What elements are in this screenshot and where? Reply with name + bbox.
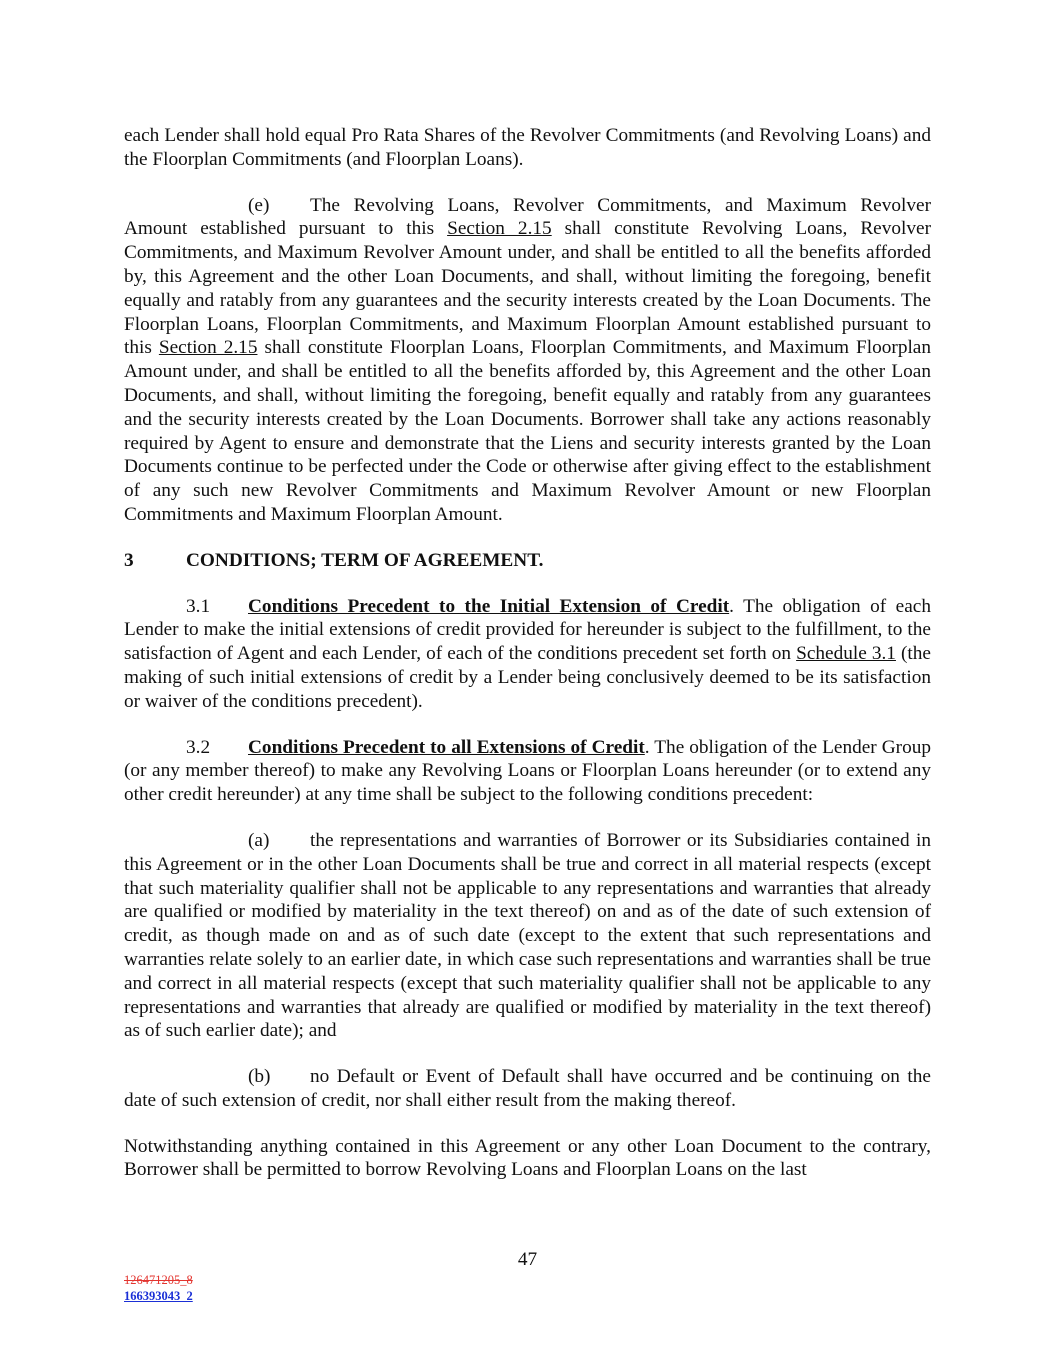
doc-id-inserted: 166393043_2: [124, 1289, 193, 1303]
clause-label-b: (b): [248, 1066, 271, 1088]
paragraph-e-text-1: The Revolving Loans, Revolver Commitments, and Maximum Revolver Amount established pursuant to this: [124, 194, 931, 240]
section-3-1-paragraph: [124, 595, 931, 714]
section-3-heading: [124, 549, 931, 573]
paragraph-notwithstanding: Notwithstanding anything contained in this Agreement or any other Loan Document to the contrary, Borrower shall be permitted to borrow Revolving Loans and Floorplan Loans on the last: [124, 1135, 931, 1181]
paragraph-carryover: each Lender shall hold equal Pro Rata Shares of the Revolver Commitments (and Revolving Loans) and the Floorplan Commitments (and Floorplan Loans).: [124, 125, 931, 170]
clause-label-a: (a): [248, 829, 270, 851]
document-body: [124, 124, 931, 1182]
section-3-1-text-1: . The obligation of each Lender to make the initial extensions of credit provided for hereunder is subject to the fulfillment, to the satisfaction of Agent and each Lender, of each of the conditions precedent set forth on: [124, 595, 931, 665]
section-3-2-title: Conditions Precedent to all Extensions of Credit: [248, 736, 645, 758]
section-3-2-paragraph: [124, 736, 931, 807]
doc-id-deleted: 126471205_8: [124, 1273, 193, 1287]
section-3-1-text-2: (the making of such initial extensions of credit by a Lender being conclusively deemed to be its satisfaction or waiver of the conditions precedent).: [124, 643, 931, 712]
page-number: 47: [517, 1249, 538, 1270]
section-3-1-number: 3.1: [186, 595, 211, 617]
clause-a-text: the representations and warranties of Borrower or its Subsidiaries contained in this Agreement or in the other Loan Documents shall be true and correct in all material respects (except that such materiality qualifier shall not be applicable to any representations and warranties that already are qualified or modified by materiality in the text thereof) on and as of the date of such extension of credit, as though made on and as of such date (except to the extent that such representations and warranties relate solely to an earlier date, in which case such representations and warranties shall be true and correct in all material respects (except that such materiality qualifier shall not be applicable to any representations and warranties that already are qualified or modified by materiality in the text thereof) as of such earlier date); and: [124, 829, 931, 1042]
clause-b-paragraph: [124, 1065, 931, 1113]
section-3-2-number: 3.2: [186, 736, 211, 758]
section-3-title: CONDITIONS; TERM OF AGREEMENT.: [186, 549, 544, 571]
schedule-3-1-link[interactable]: Schedule 3.1: [796, 643, 896, 665]
section-3-number: 3: [124, 549, 134, 571]
clause-label-e: (e): [248, 194, 270, 216]
section-2-15-link-1[interactable]: Section 2.15: [447, 218, 552, 240]
section-3-2-text-1: . The obligation of the Lender Group (or any member thereof) to make any Revolving Loans or Floorplan Loans hereunder (or to extend any other credit hereunder) at any time shall be subject to the following conditions precedent:: [124, 736, 931, 806]
section-3-1-title: Conditions Precedent to the Initial Extension of Credit: [248, 595, 730, 617]
paragraph-e-text-3: shall constitute Floorplan Loans, Floorplan Commitments, and Maximum Floorplan Amount under, and shall be entitled to all the benefits afforded by, this Agreement and the other Loan Documents, and shall, without limiting the foregoing, benefit equally and ratably from any guarantees and the security interests created by the Loan Documents. Borrower shall take any actions reasonably required by Agent to ensure and demonstrate that the Liens and security interests granted by the Loan Documents continue to be perfected under the Code or otherwise after giving effect to the establishment of any such new Revolver Commitments and Maximum Revolver Amount or new Floorplan Commitments and Maximum Floorplan Amount.: [124, 337, 932, 525]
paragraph-e-text-2: shall constitute Revolving Loans, Revolver Commitments, and Maximum Revolver Amount under, and shall be entitled to all the benefits afforded by, this Agreement and the other Loan Documents, and shall, without limiting the foregoing, benefit equally and ratably from any guarantees and the security interests created by the Loan Documents. The Floorplan Loans, Floorplan Commitments, and Maximum Floorplan Amount established pursuant to this: [124, 218, 931, 359]
clause-a-paragraph: [124, 829, 931, 1043]
clause-b-text: no Default or Event of Default shall have occurred and be continuing on the date of such extension of credit, nor shall either result from the making thereof.: [124, 1066, 931, 1111]
section-2-15-link-2[interactable]: Section 2.15: [158, 337, 258, 359]
paragraph-e: [124, 194, 931, 527]
